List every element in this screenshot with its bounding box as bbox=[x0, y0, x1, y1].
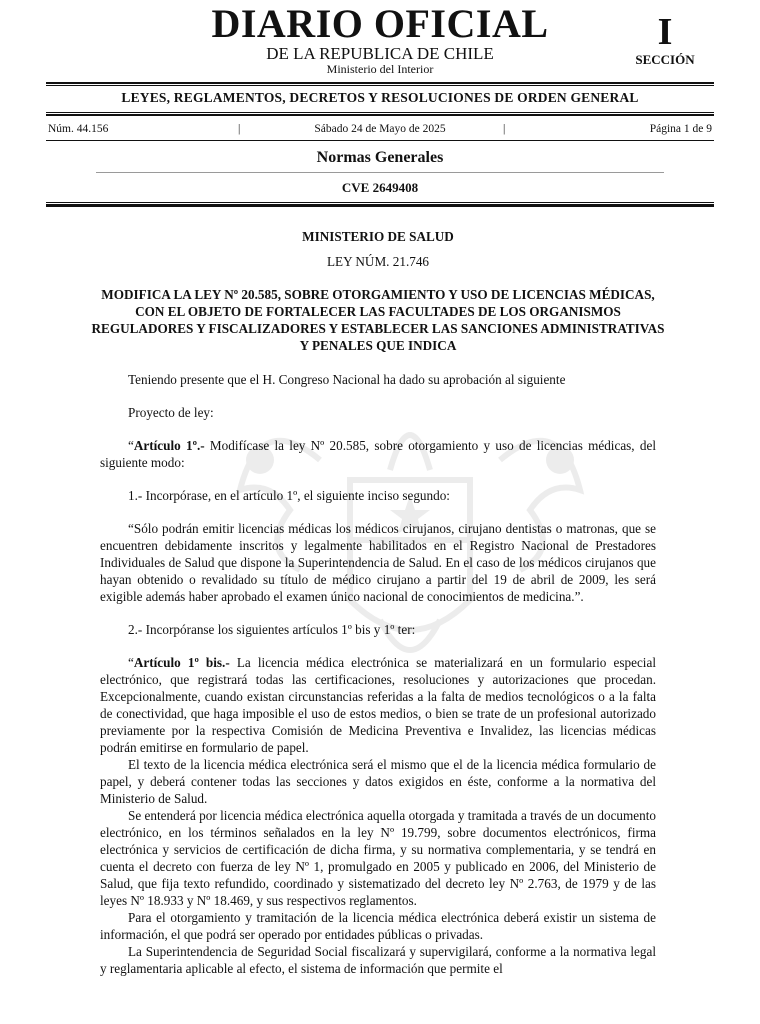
newspaper-subtitle: DE LA REPUBLICA DE CHILE bbox=[266, 44, 494, 63]
item-1: 1.- Incorpórase, en el artículo 1º, el siguiente inciso segundo: bbox=[128, 488, 450, 503]
law-number: LEY NÚM. 21.746 bbox=[326, 254, 430, 269]
header-rule-thin bbox=[46, 202, 714, 203]
paragraph-definition: Se entenderá por licencia médica electrónica aquella otorgada y tramitada a través de un documento electrónico, en los términos señalados en la ley Nº 19.799, sobre documentos electrónicos, firma electrónica y servicios de certificación de dicha firma, y su normativa complementaria, y se tendrá en cuenta el decreto con fuerza de ley Nº 1, promulgado en 2005 y publicado en 2006, del Ministerio de Salud, que fija texto refundido, coordinado y sistematizado del decreto ley Nº 2.763, de 1979 y de las leyes Nº 18.933 y Nº 18.469, y sus respectivos reglamentos. bbox=[100, 808, 656, 908]
article-1-paragraph bbox=[100, 437, 656, 471]
paragraph-electronic-text: El texto de la licencia médica electrónica será el mismo que el de la licencia médica formulario de papel, y deberá contener todas las secciones y datos exigidos en éste, conforme a la normativa del Ministerio de Salud. bbox=[100, 757, 656, 806]
issue-date: Sábado 24 de Mayo de 2025 bbox=[314, 123, 446, 135]
issuing-ministry: MINISTERIO DE SALUD bbox=[302, 229, 454, 244]
info-separator: | bbox=[238, 123, 241, 135]
intro-paragraph: Teniendo presente que el H. Congreso Nacional ha dado su aprobación al siguiente bbox=[128, 372, 566, 387]
masthead bbox=[0, 0, 760, 82]
laws-banner: LEYES, REGLAMENTOS, DECRETOS Y RESOLUCIONES DE ORDEN GENERAL bbox=[121, 90, 639, 105]
proyecto-label: Proyecto de ley: bbox=[128, 405, 214, 420]
article-1-text: Modifícase la ley Nº 20.585, sobre otorgamiento y uso de licencias médicas, del siguiente modo: bbox=[100, 438, 656, 470]
paragraph-information-system: Para el otorgamiento y tramitación de la licencia médica electrónica deberá existir un sistema de información, el que podrá ser operado por entidades públicas o privadas. bbox=[100, 910, 656, 942]
law-headline: MODIFICA LA LEY Nº 20.585, SOBRE OTORGAMIENTO Y USO DE LICENCIAS MÉDICAS, CON EL OBJETO DE FORTALECER LAS FACULTADES DE LOS ORGANISMOS REGULADORES Y FISCALIZADORES Y ESTABLECER LAS SANCIONES ADMINISTRATIVAS Y PENALES QUE INDICA bbox=[91, 287, 665, 353]
section-label: SECCIÓN bbox=[635, 52, 695, 67]
article-1-bis-text: La licencia médica electrónica se materializará en un formulario especial electrónico, que registrará todas las certificaciones, resoluciones y autorizaciones que procedan. Excepcionalmente, cuando existan circunstancias referidas a la falta de medios tecnológicos o a la falta de conectividad, que haga imposible el uso de estos medios, o bien se trate de un profesional autorizado previamente por la respectiva Comisión de Medicina Preventiva e Invalidez, las licencias médicas podrán emitirse en formulario de papel. bbox=[100, 655, 656, 755]
open-quote: “ bbox=[128, 438, 134, 453]
section-title: Normas Generales bbox=[316, 149, 444, 166]
document-body bbox=[91, 228, 665, 977]
newspaper-title: DIARIO OFICIAL bbox=[211, 1, 549, 46]
masthead-rule-thin bbox=[46, 85, 714, 86]
article-1-bis-label: Artículo 1º bis.- bbox=[133, 655, 230, 670]
banner-rule-thick bbox=[46, 114, 714, 116]
newspaper-ministry: Ministerio del Interior bbox=[326, 62, 434, 76]
paragraph-superintendencia: La Superintendencia de Seguridad Social fiscalizará y supervigilará, conforme a la normativa legal y reglamentaria aplicable al efecto, el sistema de información que permite el bbox=[100, 944, 656, 976]
issue-number: Núm. 44.156 bbox=[48, 123, 109, 135]
article-1-bis-paragraph bbox=[100, 654, 656, 756]
cve-code: CVE 2649408 bbox=[341, 180, 419, 195]
page-indicator: Página 1 de 9 bbox=[649, 123, 712, 135]
section-number: I bbox=[657, 11, 673, 53]
section-divider bbox=[96, 172, 664, 173]
item-2: 2.- Incorpóranse los siguientes artículos 1º bis y 1º ter: bbox=[128, 622, 416, 637]
masthead-rule-thick bbox=[46, 82, 714, 84]
info-rule bbox=[46, 140, 714, 141]
article-1-label: Artículo 1º.- bbox=[133, 438, 205, 453]
item-1-quote: “Sólo podrán emitir licencias médicas los médicos cirujanos, cirujano dentistas o matronas, que se encuentren debidamente inscritos y legalmente habilitados en el Registro Nacional de Prestadores Individuales de Salud que dispone la Superintendencia de Salud. En el caso de los médicos cirujanos que hayan obtenido o revalidado su título de médico cirujano a partir del 19 de abril de 2009, les será exigible además haber aprobado el examen único nacional de conocimientos de medicina.”. bbox=[100, 521, 656, 604]
open-quote: “ bbox=[128, 655, 134, 670]
issue-info-line bbox=[48, 121, 712, 137]
header-rule-thick bbox=[46, 204, 714, 207]
banner-rule-thin bbox=[46, 112, 714, 113]
info-separator: | bbox=[503, 123, 506, 135]
